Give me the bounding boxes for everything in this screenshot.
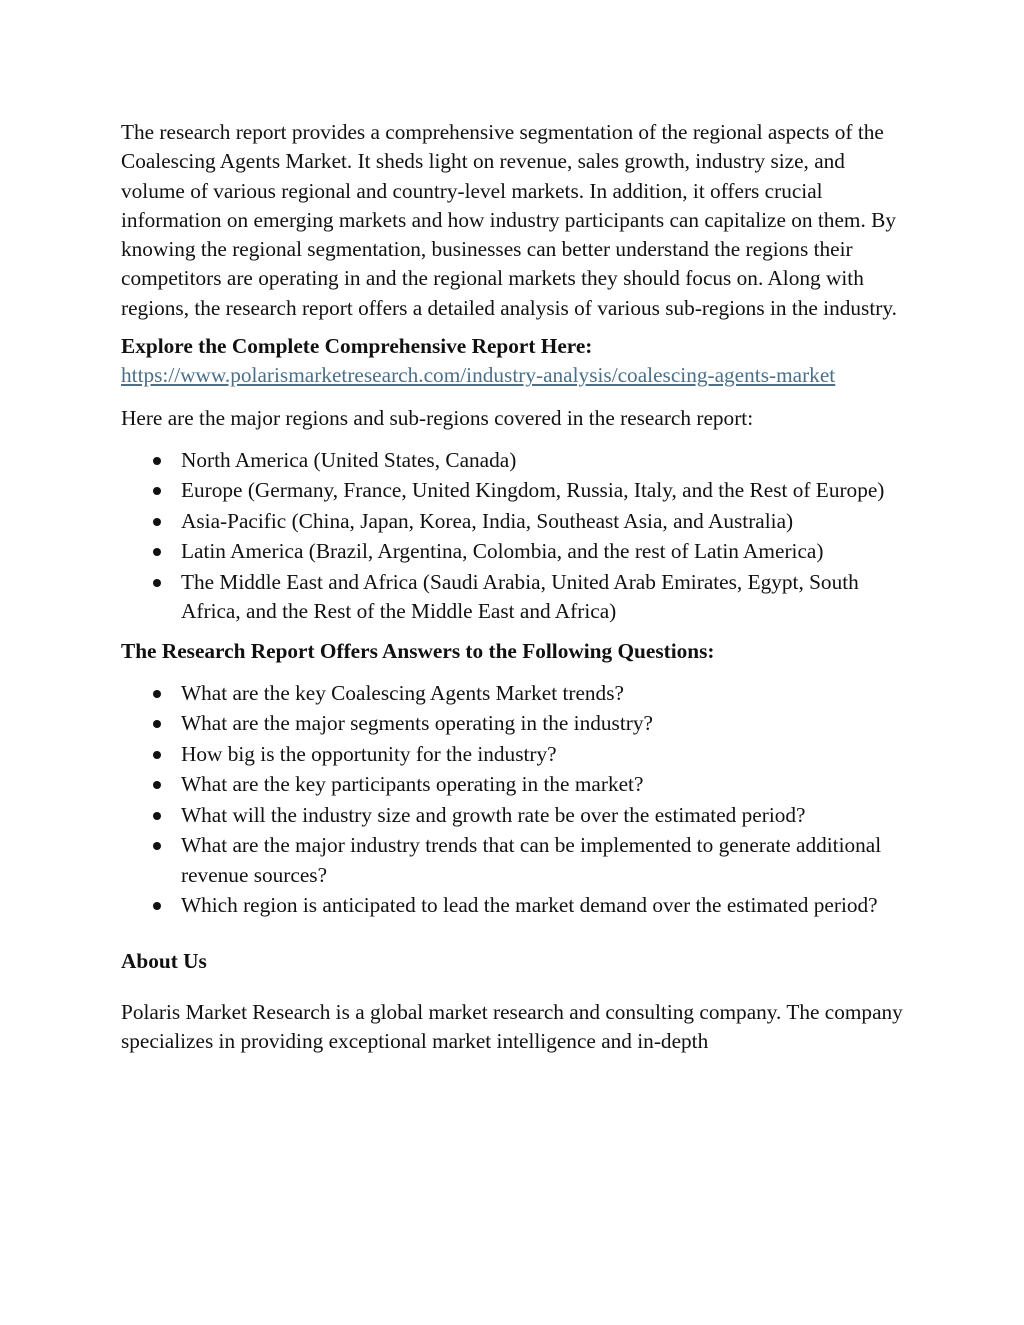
list-item: How big is the opportunity for the industry? (121, 740, 911, 769)
bullet-icon (153, 812, 161, 820)
bullet-icon (153, 720, 161, 728)
document-page (121, 118, 911, 1056)
bullet-icon (153, 518, 161, 526)
about-heading: About Us (121, 949, 207, 974)
list-item: The Middle East and Africa (Saudi Arabia, United Arab Emirates, Egypt, South Africa, and the Rest of the Middle East and Africa) (121, 568, 911, 627)
bullet-icon (153, 690, 161, 698)
report-link[interactable]: https://www.polarismarketresearch.com/industry-analysis/coalescing-agents-market (121, 363, 836, 388)
bullet-icon (153, 751, 161, 759)
bullet-icon (153, 548, 161, 556)
bullet-icon (153, 781, 161, 789)
questions-heading: The Research Report Offers Answers to the Following Questions: (121, 638, 715, 663)
explore-heading: Explore the Complete Comprehensive Report Here: (121, 334, 593, 359)
list-item: What are the key participants operating in the market? (121, 770, 911, 799)
list-item: Europe (Germany, France, United Kingdom, Russia, Italy, and the Rest of Europe) (121, 476, 911, 505)
list-item: What are the major segments operating in the industry? (121, 709, 911, 738)
bullet-icon (153, 579, 161, 587)
list-item: What will the industry size and growth rate be over the estimated period? (121, 801, 911, 830)
questions-list (121, 679, 911, 921)
bullet-icon (153, 842, 161, 850)
bullet-icon (153, 457, 161, 465)
list-item: Asia-Pacific (China, Japan, Korea, India, Southeast Asia, and Australia) (121, 507, 911, 536)
list-item: North America (United States, Canada) (121, 446, 911, 475)
list-item: What are the key Coalescing Agents Market trends? (121, 679, 911, 708)
intro-paragraph: The research report provides a comprehensive segmentation of the regional aspects of the Coalescing Agents Market. It sheds light on revenue, sales growth, industry size, and volume of various regional and country-level markets. In addition, it offers crucial information on emerging markets and how industry participants can capitalize on them. By knowing the regional segmentation, businesses can better understand the regions their competitors are operating in and the regional markets they should focus on. Along with regions, the research report offers a detailed analysis of various sub-regions in the industry. (121, 120, 897, 320)
list-item: Which region is anticipated to lead the market demand over the estimated period? (121, 891, 911, 920)
list-item: What are the major industry trends that can be implemented to generate additional revenue sources? (121, 831, 911, 890)
bullet-icon (153, 902, 161, 910)
list-item: Latin America (Brazil, Argentina, Colombia, and the rest of Latin America) (121, 537, 911, 566)
regions-list (121, 446, 911, 627)
about-paragraph: Polaris Market Research is a global market research and consulting company. The company specializes in providing exceptional market intelligence and in-depth (121, 999, 903, 1053)
bullet-icon (153, 487, 161, 495)
regions-lead: Here are the major regions and sub-regions covered in the research report: (121, 405, 754, 430)
